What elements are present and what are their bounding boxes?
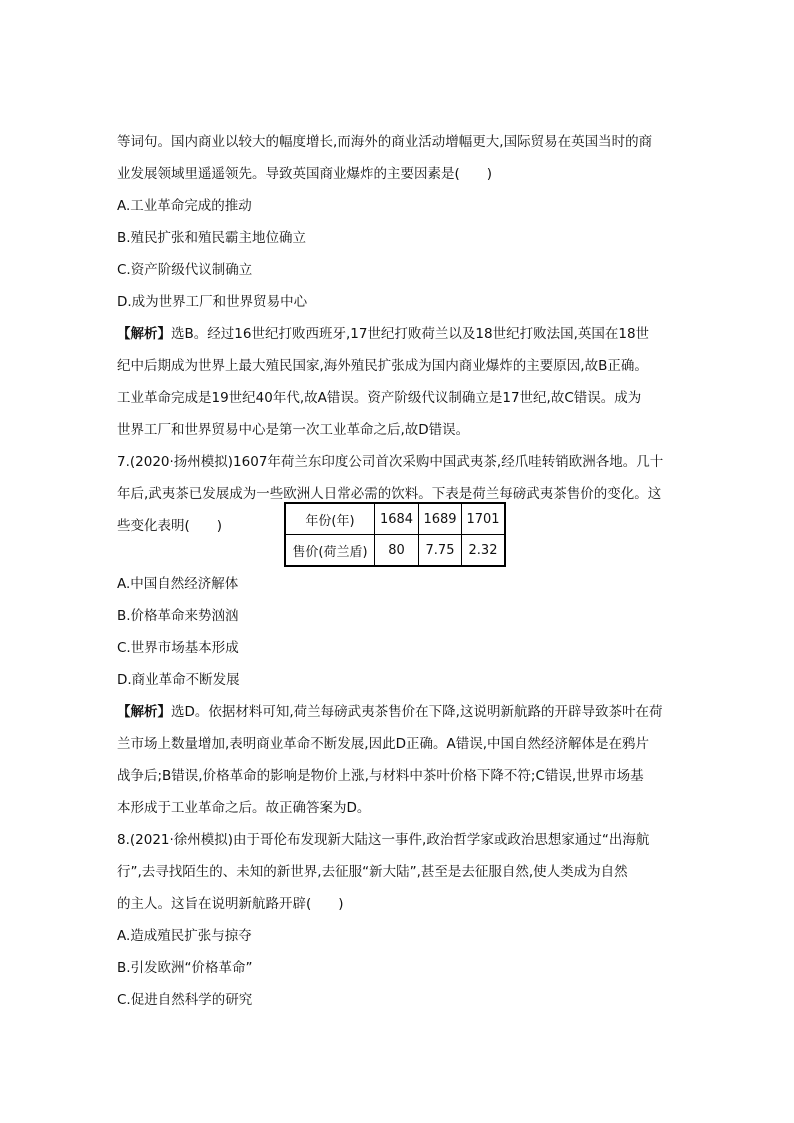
q6-analysis-line-3: 工业革命完成是19世纪40年代,故A错误。资产阶级代议制确立是17世纪,故C错误。成为 (117, 390, 642, 406)
q7-stem-line-1: 7.(2020·扬州模拟)1607年荷兰东印度公司首次采购中国武夷茶,经爪哇转销欧洲各地。几十 (117, 454, 664, 470)
q7-analysis-text-1: 选D。依据材料可知,荷兰每磅武夷茶售价在下降,这说明新航路的开辟导致茶叶在荷 (171, 704, 663, 720)
table-cell-price-1: 80 (375, 535, 419, 567)
q7-option-b: B.价格革命来势汹汹 (117, 608, 239, 624)
q7-stem-line-3: 些变化表明( ) (117, 518, 223, 534)
q7-analysis-line-1 (117, 702, 662, 722)
table-cell-price-2: 7.75 (419, 535, 462, 567)
table-cell-price-3: 2.32 (462, 535, 506, 567)
q7-option-d: D.商业革命不断发展 (117, 672, 240, 688)
q6-option-b: B.殖民扩张和殖民霸主地位确立 (117, 230, 307, 246)
q7-option-a: A.中国自然经济解体 (117, 576, 239, 592)
q7-analysis-line-4: 本形成于工业革命之后。故正确答案为D。 (117, 800, 371, 816)
q6-option-a: A.工业革命完成的推动 (117, 198, 252, 214)
q6-analysis-line-4: 世界工厂和世界贸易中心是第一次工业革命之后,故D错误。 (117, 422, 470, 438)
q7-analysis-label: 【解析】 (117, 704, 171, 720)
q6-option-c: C.资产阶级代议制确立 (117, 262, 253, 278)
q7-analysis-line-2: 兰市场上数量增加,表明商业革命不断发展,因此D正确。A错误,中国自然经济解体是在鸦片 (117, 736, 650, 752)
table-row-price (285, 535, 505, 567)
q8-option-b: B.引发欧洲“价格革命” (117, 960, 253, 976)
q6-analysis-text-1: 选B。经过16世纪打败西班牙,17世纪打败荷兰以及18世纪打败法国,英国在18世 (171, 326, 650, 342)
q6-stem-line-2: 业发展领域里遥遥领先。导致英国商业爆炸的主要因素是( ) (117, 166, 493, 182)
table-cell-year-1: 1684 (375, 503, 419, 535)
q8-stem-line-1: 8.(2021·徐州模拟)由于哥伦布发现新大陆这一事件,政治哲学家或政治思想家通过“出海航 (117, 832, 650, 848)
q8-option-c: C.促进自然科学的研究 (117, 992, 253, 1008)
q8-option-a: A.造成殖民扩张与掠夺 (117, 928, 252, 944)
q6-analysis-line-1 (117, 324, 649, 344)
table-cell-year-3: 1701 (462, 503, 506, 535)
table-cell-price-label: 售价(荷兰盾) (285, 535, 375, 567)
q6-option-d: D.成为世界工厂和世界贸易中心 (117, 294, 308, 310)
q7-analysis-line-3: 战争后;B错误,价格革命的影响是物价上涨,与材料中茶叶价格下降不符;C错误,世界市场基 (117, 768, 644, 784)
q7-stem-line-2: 年后,武夷茶已发展成为一些欧洲人日常必需的饮料。下表是荷兰每磅武夷茶售价的变化。这 (117, 486, 662, 502)
q6-stem-line-1: 等词句。国内商业以较大的幅度增长,而海外的商业活动增幅更大,国际贸易在英国当时的商 (117, 134, 653, 150)
q6-analysis-line-2: 纪中后期成为世界上最大殖民国家,海外殖民扩张成为国内商业爆炸的主要原因,故B正确。 (117, 358, 648, 374)
q6-analysis-label: 【解析】 (117, 326, 171, 342)
table-cell-year-2: 1689 (419, 503, 462, 535)
q7-price-table (284, 502, 506, 567)
q8-stem-line-2: 行”,去寻找陌生的、未知的新世界,去征服“新大陆”,甚至是去征服自然,使人类成为自然 (117, 864, 628, 880)
table-row-year (285, 503, 505, 535)
table-cell-year-label: 年份(年) (285, 503, 375, 535)
q7-option-c: C.世界市场基本形成 (117, 640, 239, 656)
q8-stem-line-3: 的主人。这旨在说明新航路开辟( ) (117, 896, 344, 912)
